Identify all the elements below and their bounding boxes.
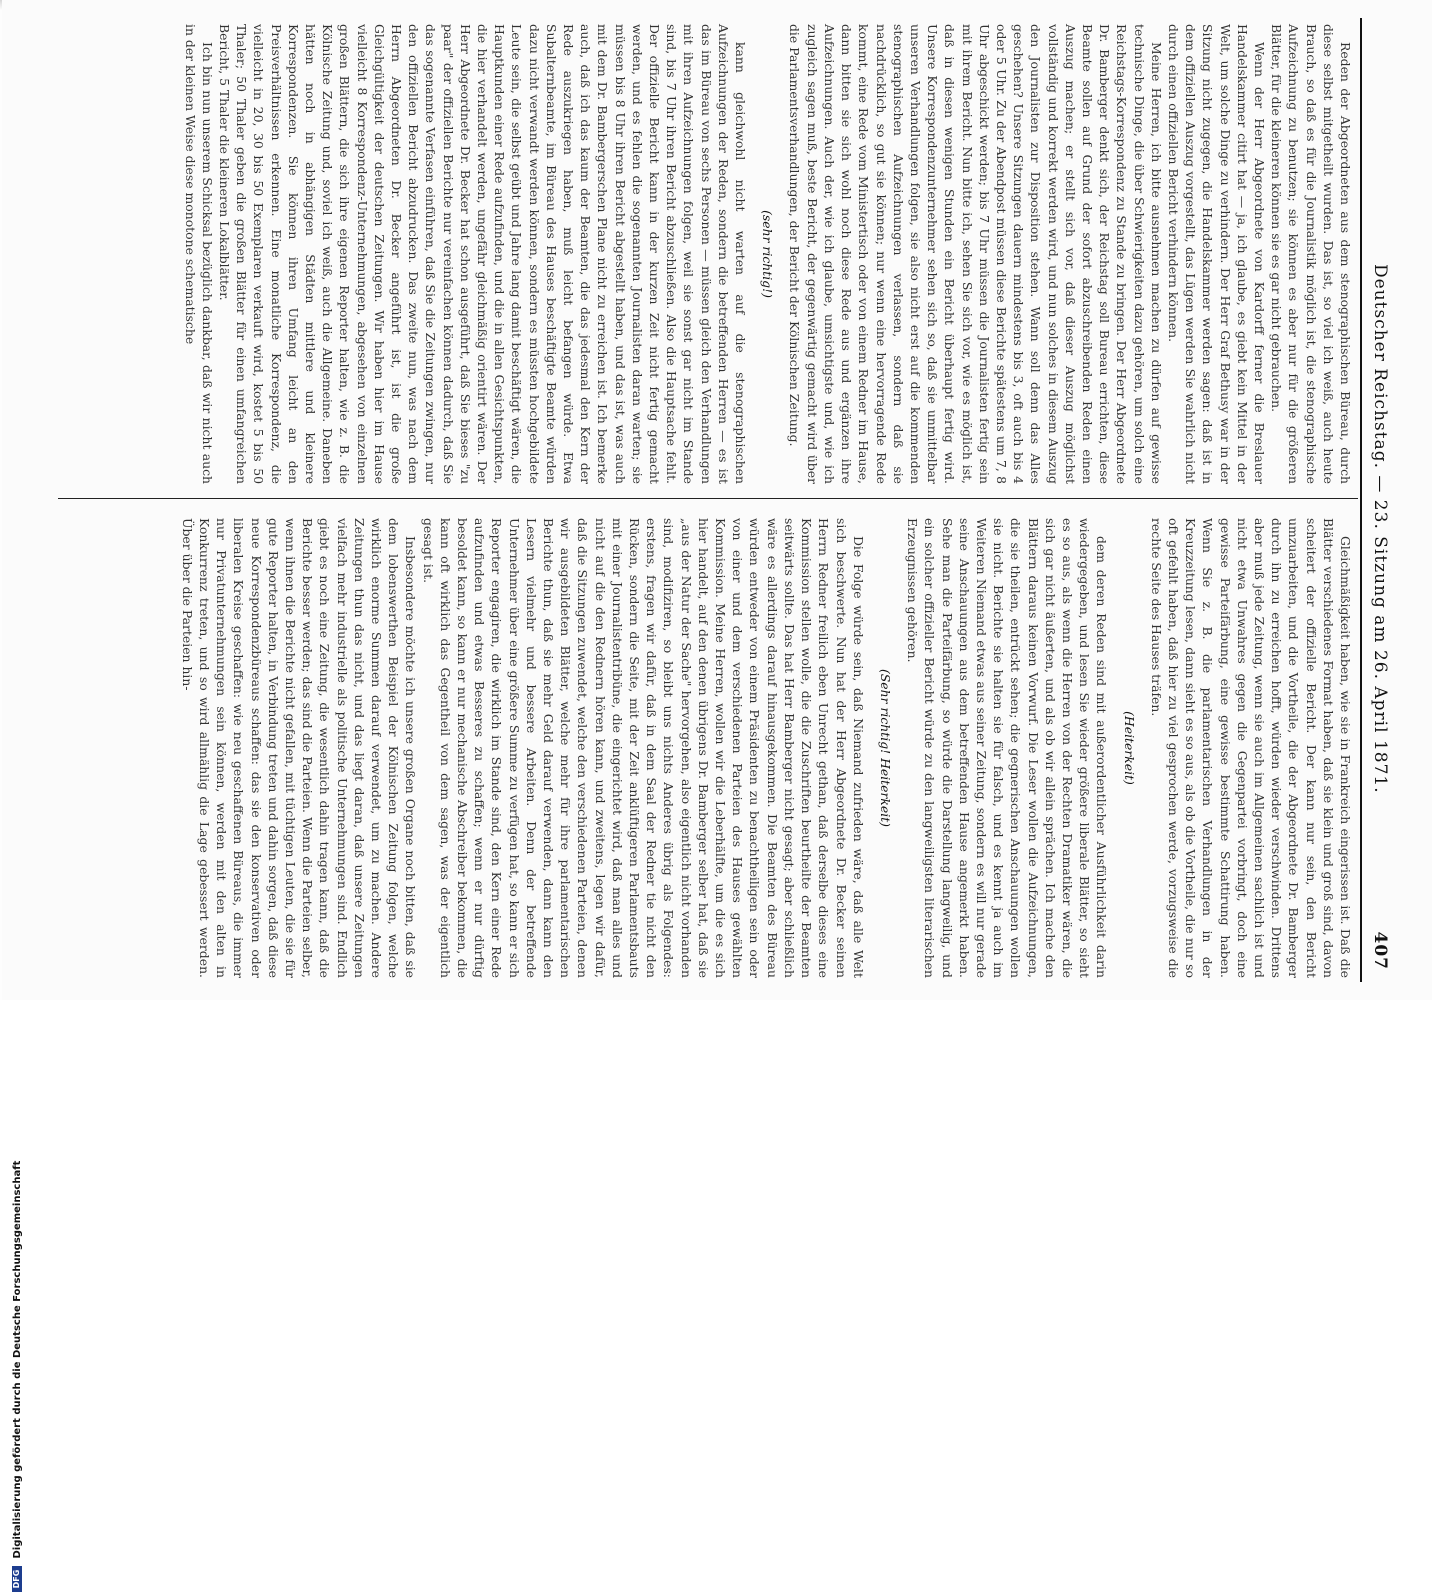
right-paragraph: Insbesondere möchte ich unsere großen Organe noch bitten, daß sie dem lobenswerthen Beispiel der Kölnischen Zeitung folgen, welche wirklich enorme Summen darauf verwendet, um zu machen. Andere Zeitungen thun das nicht, und das liegt daran, daß unsere Zeitungen vielfach mehr industrielle als politische Unternehmungen sind. Endlich giebt es noch eine Zeitung, die wesentlich dahin tragen kann, daß die Berichte besser werden; das sind die Parteien. Wenn die Parteien selber, wenn ihnen die Berichte nicht gefallen, mit tüchtigen Leuten, die sie für gute Reporter halten, in Verbindung treten und dahin sorgen, daß diese neue Korrespondenzbüreaus schaffen: das sie den konservativen oder liberalen Kreise geschaffen: wie neu geschaffenen Büreaus, die immer nur Privatunternehmungen sein können, werden mit den alten in Konkurrenz treten, und so wird allmählig die Lage gebessert werden. Über über die Parteien hin- xyxy=(179,518,419,978)
right-paragraph: dem deren Reden sind mit außerordentlicher Ausführlichkeit darin wiedergegeben, und lesen Sie wieder größere liberale Blätter, so sieht es so aus, als wenn die Herren von der Rechten Dramatiker wären, die sich gar nicht äußerten, und als ob wir allein sprächen. Ich mache den Blättern daraus keinen Vorwurf. Die Leser wollen die Aufzeichnungen, die sie theilen, entrückt sehen; die gegnerischen Anschauungen wollen sie nicht. Berichte sie halten sie für falsch, und es kennt ja auch im Weiteren Niemand etwas aus seiner Zeitung, sondern es will nur gerade seine Anschauungen aus dem betreffenden Hause angemerkt haben. Sehe man die Parteifärbung, so würde die Darstellung langweilig, und ein solcher offizieller Bericht würde zu den langweiligsten literarischen Erzeugnissen gehören. xyxy=(905,518,1110,978)
left-paragraph: Ich bin nun unserem Schicksal bezüglich dankbar, daß wir nicht auch in der kleinen Weise diese monotone schematische xyxy=(182,24,215,484)
header-rule xyxy=(1360,18,1362,982)
left-paragraph: kann gleichwohl nicht warten auf die stenographischen Aufzeichnungen der Reden, sondern die betreffenden Herren — es ist das im Büreau von sechs Personen — müssen gleich den Verhandlungen mit ihren Aufzeichnungen folgen, weil sie sonst gar nicht im Stande sind, bis 7 Uhr ihren Bericht abzuschließen. Also die Hauptsache fehlt. Der offizielle Bericht kann in der kurzen Zeit nicht fertig gemacht werden, und es fehlen die sogenannten Journalisten daran warten; sie müssen bis 8 Uhr ihren Bericht abgestellt haben, und das ist, was auch mit dem Dr. Bambergerschen Plane nicht zu erreichen ist. Ich bemerke auch, daß ich das kaum der Beamten, die das jedesmal den Kern der Rede auszukriegen haben, muß leicht befangen würde. Etwa Subalternbeamte, im Büreau des Hauses beschäftigte Beamte würden dazu nicht verwandt werden können, sondern es müssten hochgebildete Leute sein, die selbst geübt und Jahre lang damit beschäftigt wären, die Hauptkunden einer Rede aufzufinden, und die in allen Gesichtspunkten, die hier verhandelt werden, ungefähr gleichmäßig orientirt wären. Der Herr Abgeordnete Dr. Becker hat schon ausgeführt, daß Sie bieses "zu paar" der offiziellen Berichte nur vereinfachen können dadurch, daß Sie das sogenannte Verfasen einführen, daß Sie die Zeitungen zwingen, nur den offiziellen Bericht abzudrucken. Das zweite nun, was nach dem Herrn Abgeordneten Dr. Becker angeführt ist, ist die große Gleichgültigkeit der deutschen Zeitungen. Wir haben hier im Hause vielleicht 8 Korrespondenz-Unternehmungen, abgesehen von einzelnen großen Blättern, die sich ihre eigenen Reporter halten, wie z. B. die Kölnische Zeitung und, soviel ich weiß, auch die Allgemeine. Daneben hätten noch in abhängigen Städten mittlere und kleinere Korrespondenzen. Sie können ihren Umfang leicht an den Preisverhältnissen erkennen. Eine monatliche Korrespondenz, die vielleicht in 20, 30 bis 50 Exemplaren verkauft wird, kostet 5 bis 50 Thaler; 50 Thaler geben die großen Blätter für einen umfangreichen Bericht, 5 Thaler die kleineren Lokalblätter. xyxy=(217,24,749,484)
right-paragraph: Gleichmäßigkeit haben, wie sie in Frankreich eingerissen ist. Daß die Blätter verschiedenes Format haben, daß sie klein und groß sind, davon scheitert der offizielle Bericht. Der kann nur sein, den Bericht umzuarbeiten, und die Vortheile, die der Abgeordnete Dr. Bamberger durch ihn zu erreichen hofft, würden wieder verschwinden. Drittens aber muß jede Zeitung, wenn sie auch im Allgemeinen sachlich ist und nicht etwa Unwahres gegen die Gegenpartei vorbringt, doch eine gewisse Parteifärbung, eine gewisse bestimmte Schattirung haben. Wenn Sie z. B. die parlamentarischen Verhandlungen in der Kreuzzeitung lesen, dann sieht es so aus, als ob die Vortheile, die nur so oft gefehlt haben, daß hier zu viel gesprochen werde, vorzugsweise die rechte Seite des Hauses träfen. xyxy=(1148,518,1353,978)
left-interjection: (sehr richtig!) xyxy=(760,210,776,298)
right-paragraph: Die Folge würde sein, daß Niemand zufrieden wäre, daß alle Welt sich beschwerte. Nun hat der Herr Abgeordnete Dr. Becker seinen Herrn Redner freilich eben Unrecht gethan, daß derselbe dieses eine Kommission stellen wolle, die die Zuschriften beurtheilte der Beamten seitwärts sollte. Das hat Herr Bamberger nicht gesagt; aber schließlich wäre es allerdings darauf hinausgekommen. Die Beamten des Büreau würden entweder von einem Präsidenten zu benachtheiligen sein oder von einer und dem verschiedenen Parteien des Hauses gewählten Kommission. Meine Herren, wollen wir die Leberhälfte, um die es sich hier handelt, auf den denen übrigens Dr. Bamberger selber hat, daß sie „aus der Natur der Sache" hervorgehen, also eigentlich nicht vorhanden sind, modifiziren, so bleibt uns nichts Anderes übrig als Folgendes: erstens, fragen wir dafür, daß in dem Saal der Redner tie nicht den Rücken, sondern die Seite, mit der Zeit anklüftigeren Parlamentsbauts mit einer Journalistentribüne, die eingerichtet wird, daß man alles und nicht auf die den Rednern hören kann, und zweitens, legen wir dafür, daß die Sitzungen zuwendet, welche den verschiedenen Parteien, denen wir ausgebildeten Blätter, welche mehr für ihre parlamentarischen Berichte thun, daß sie mehr Geld darauf verwenden, dann kann den Lesern vielmehr und bessere Arbeiten. Denn der betreffende Unternehmer über eine größere Summe zu verfügen hat, so kann er sich Reporter engagiren, die wirklich im Stande sind, den Kern einer Rede aufzufinden und etwas Besseres zu schaffen; wenn er nur dürftig besoldet kann, so kann er nur mechanische Abschreiber bekommen, die kann oft wirklich das Gegentheil von dem sagen, was der eigentlich gesagt ist. xyxy=(420,518,866,978)
page-header xyxy=(1366,24,1394,974)
page-number: 407 xyxy=(1370,931,1390,970)
header-title: Deutscher Reichstag. — 23. Sitzung am 26. April 1871. xyxy=(1370,264,1390,794)
dfg-logo-icon: DFG xyxy=(12,1566,22,1592)
column-divider xyxy=(58,498,1358,499)
right-interjection: (Heiterkeit) xyxy=(1121,711,1137,785)
left-column xyxy=(181,24,1354,484)
left-paragraph: Meine Herren, ich bitte ausnehmen machen zu dürfen auf gewisse technische Dinge, die über Schwierigkeiten dazu gehören, um solch eine Reichstags-Korrespondenz zu Stande zu bringen. Der Herr Abgeordnete Dr. Bamberger denkt sich, der Reichstag soll Bureau errichten, diese Beamte sollen auf Grund der sofort abzuschreibenden Reden einen Auszug machen; er stellt sich vor, daß dieser Auszug möglichst vollständig und korrekt werden wird, und nun solches in diesem Auszug den Journalisten zur Disposition stehen. Wann soll denn das Alles geschehen? Unsere Sitzungen dauern mindestens bis 3, oft auch bis 4 oder 5 Uhr. Zu der Abendpost müssen diese Berichte spätestens um 7, 8 Uhr abgeschickt werden; bis 7 Uhr müssen die Journalisten fertig sein mit ihrem Bericht. Nun bitte ich, sehen Sie sich vor, wie es möglich ist, daß in diesen wenigen Stunden ein Bericht überhaupt fertig wird. Unsere Korrespondenzunternehmer sehen sich so, daß sie unmittelbar unseren Verhandlungen folgen, sie also nicht erst auf die kommenden stenographischen Aufzeichnungen verlassen, sondern daß sie nachdrücklich, so gut sie können; nur wenn eine hervorragende Rede kommt, eine Rede vom Ministertisch oder von einem Redner im Hause, dann bitten sie sich wohl noch diese Rede aus und ergänzen ihre Aufzeichnungen. Auch der, wie ich glaube, umsichtigste und, wie ich zugleich sagen muß, beste Bericht, der gegenwärtig gemacht wird über die Parlamentsverhandlungen, der Bericht der Kölnischen Zeitung. xyxy=(787,24,1164,484)
left-paragraph: Reden der Abgeordneten aus dem stenographischen Büreau, durch diese selbst mitgetheilt wurden. Das ist, so viel ich weiß, auch heute Brauch, so daß es für die Journalistik möglich ist, die stenographische Aufzeichnung zu benutzen; sie können es aber nur für die größeren Blätter, für die kleineren können sie es gar nicht gebrauchen. xyxy=(1269,24,1353,484)
right-column xyxy=(179,518,1354,978)
left-paragraph: Wenn der Herr Abgeordnete von Kardorff ferner die Breslauer Handelskammer citirt hat — ja, ich glaube, es giebt kein Mittel in der Welt, um solche Dinge zu verhindern. Der Herr Graf Bethusy war in der Sitzung nicht zugegen, die Handelskammer werden sagen: daß ist in dem offiziellen Auszug vorgestellt, das Lügen werden Sie wahrlich nicht durch einen offiziellen Bericht verhindern können. xyxy=(1165,24,1267,484)
funding-credit xyxy=(0,1000,23,1589)
funding-credit-text: Digitalisierung gefördert durch die Deutsche Forschungsgemeinschaft xyxy=(12,1160,23,1559)
funding-credit-text-wrap xyxy=(12,1161,23,1592)
right-interjection: (Sehr richtig! Heiterkeit) xyxy=(877,668,893,828)
rotated-newspaper-page xyxy=(2,0,1432,1000)
